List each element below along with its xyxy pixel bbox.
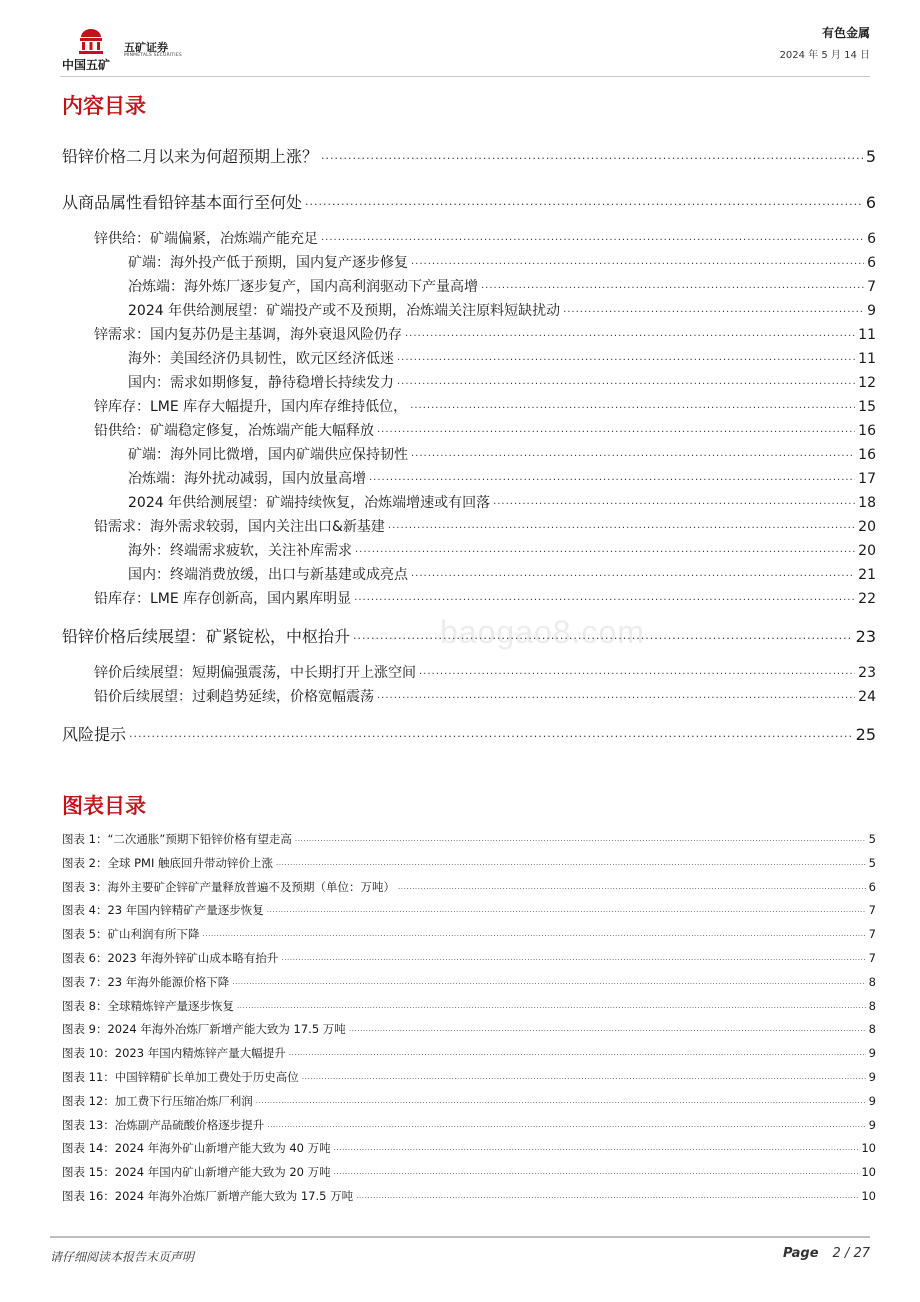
entry-title: 图表 2：全球 PMI 触底回升带动锌价上涨 (62, 855, 274, 870)
entry-title: 冶炼端：海外扰动减弱，国内放量高增 (128, 471, 366, 487)
toc-section[interactable] (94, 662, 876, 682)
toc-section[interactable] (94, 588, 876, 608)
entry-page-number: 7 (868, 903, 876, 918)
dot-leader (321, 229, 864, 243)
entry-title: 图表 14：2024 年海外矿山新增产能大致为 40 万吨 (62, 1141, 331, 1156)
dot-leader (419, 663, 855, 677)
dot-leader (276, 855, 866, 867)
figure-entry[interactable] (62, 998, 876, 1014)
entry-page-number: 7 (867, 279, 876, 295)
entry-page-number: 9 (867, 303, 876, 319)
entry-title: 图表 16：2024 年海外冶炼厂新增产能大致为 17.5 万吨 (62, 1189, 354, 1203)
entry-page-number: 24 (858, 689, 876, 705)
toc-section[interactable] (94, 324, 876, 344)
toc-subsection[interactable] (128, 444, 876, 464)
entry-title: 风险提示 (62, 725, 127, 744)
figure-entry[interactable] (62, 926, 876, 942)
entry-page-number: 12 (858, 375, 876, 391)
figure-entry[interactable] (62, 1188, 876, 1204)
entry-page-number: 6 (867, 231, 876, 247)
toc-section[interactable] (94, 686, 876, 706)
toc-subsection[interactable] (128, 468, 876, 488)
toc-subsection[interactable] (128, 276, 876, 296)
footer-divider (50, 1236, 870, 1238)
figure-entry[interactable] (62, 902, 876, 918)
dot-leader (355, 541, 855, 555)
entry-page-number: 25 (855, 725, 876, 744)
entry-page-number: 6 (868, 879, 876, 894)
entry-title: 矿端：海外投产低于预期，国内复产逐步修复 (128, 255, 408, 271)
entry-page-number: 5 (868, 832, 876, 846)
dot-leader (267, 903, 866, 915)
entry-title: 图表 8：全球精炼锌产量逐步恢复 (62, 998, 234, 1013)
dot-leader (256, 1093, 866, 1105)
entry-title: 铅供给：矿端稳定修复，冶炼端产能大幅释放 (94, 423, 374, 439)
entry-page-number: 6 (867, 255, 876, 271)
toc-subsection[interactable] (128, 300, 876, 320)
entry-title: 国内：需求如期修复，静待稳增长持续发力 (128, 375, 394, 391)
entry-page-number: 23 (858, 665, 876, 681)
toc-section[interactable] (94, 396, 876, 416)
dot-leader (493, 493, 855, 507)
dot-leader (356, 1189, 858, 1201)
toc-subsection[interactable] (128, 372, 876, 392)
figure-entry[interactable] (62, 1164, 876, 1180)
entry-title: 图表 4：23 年国内锌精矿产量逐步恢复 (62, 903, 264, 918)
entry-title: 图表 11：中国锌精矿长单加工费处于历史高位 (62, 1070, 299, 1084)
dot-leader (481, 277, 864, 291)
figure-entry[interactable] (62, 1021, 876, 1037)
entry-title: 锌需求：国内复苏仍是主基调，海外衰退风险仍存 (94, 327, 402, 343)
company-logo (62, 28, 182, 72)
toc-subsection[interactable] (128, 564, 876, 584)
dot-leader (202, 927, 865, 939)
entry-title: 图表 5：矿山利润有所下降 (62, 927, 200, 942)
figure-entry[interactable] (62, 879, 876, 895)
entry-page-number: 7 (868, 927, 876, 942)
dot-leader (563, 301, 864, 315)
toc-chapter[interactable] (62, 144, 876, 167)
entry-title: 矿端：海外同比微增，国内矿端供应保持韧性 (128, 447, 408, 463)
report-date: 2024 年 5 月 14 日 (779, 50, 870, 61)
entry-title: 图表 7：23 年海外能源价格下降 (62, 974, 230, 989)
figure-entry[interactable] (62, 1093, 876, 1109)
figure-entry[interactable] (62, 1140, 876, 1156)
entry-title: 2024 年供给测展望：矿端持续恢复，冶炼端增速或有回落 (128, 495, 491, 511)
figure-entry[interactable] (62, 974, 876, 990)
toc-subsection[interactable] (128, 348, 876, 368)
entry-page-number: 18 (858, 495, 876, 511)
entry-page-number: 8 (868, 998, 876, 1013)
toc-section[interactable] (94, 228, 876, 248)
entry-page-number: 10 (861, 1141, 876, 1156)
entry-title: 铅需求：海外需求较弱，国内关注出口&新基建 (94, 519, 385, 535)
dot-leader (410, 397, 855, 411)
entry-title: 铅价后续展望：过剩趋势延续，价格宽幅震荡 (94, 689, 374, 705)
entry-title: 铅锌价格二月以来为何超预期上涨？ (62, 147, 319, 166)
entry-page-number: 9 (868, 1070, 876, 1084)
entry-title: 锌供给：矿端偏紧，冶炼端产能充足 (94, 231, 318, 247)
dot-leader (295, 832, 866, 844)
entry-page-number: 15 (858, 399, 876, 415)
entry-page-number: 20 (858, 519, 876, 535)
toc-chapter[interactable] (62, 722, 876, 745)
figure-entry[interactable] (62, 1069, 876, 1085)
entry-title: 国内：终端消费放缓，出口与新基建或成亮点 (128, 567, 408, 583)
entry-page-number: 5 (865, 147, 876, 166)
dot-leader (281, 951, 865, 963)
dot-leader (267, 1117, 865, 1129)
entry-title: 图表 10：2023 年国内精炼锌产量大幅提升 (62, 1046, 286, 1061)
toc-chapter[interactable] (62, 190, 876, 213)
toc-subsection[interactable] (128, 540, 876, 560)
dot-leader (334, 1165, 859, 1177)
entry-page-number: 22 (858, 591, 876, 607)
dot-leader (405, 325, 855, 339)
entry-page-number: 21 (858, 567, 876, 583)
dot-leader (397, 349, 855, 363)
dot-leader (237, 998, 866, 1010)
figure-entry[interactable] (62, 831, 876, 847)
entry-page-number: 23 (855, 627, 876, 646)
figure-entry[interactable] (62, 1117, 876, 1133)
entry-title: 2024 年供给测展望：矿端投产或不及预期，冶炼端关注原料短缺扰动 (128, 303, 561, 319)
entry-title: 图表 1：“二次通胀”预期下铅锌价格有望走高 (62, 832, 292, 846)
entry-title: 从商品属性看铅锌基本面行至何处 (62, 193, 303, 212)
dot-leader (377, 421, 855, 435)
entry-page-number: 9 (868, 1046, 876, 1061)
entry-title: 图表 12：加工费下行压缩冶炼厂利润 (62, 1093, 253, 1108)
dot-leader (411, 445, 855, 459)
figure-entry[interactable] (62, 1045, 876, 1061)
entry-page-number: 17 (858, 471, 876, 487)
dot-leader (302, 1070, 866, 1082)
entry-title: 铅库存：LME 库存创新高，国内累库明显 (94, 591, 352, 607)
dot-leader (129, 724, 853, 740)
page-label: Page (782, 1246, 819, 1261)
dot-leader (334, 1141, 859, 1153)
entry-page-number: 8 (868, 974, 876, 989)
report-category: 有色金属 (821, 26, 870, 40)
entry-page-number: 5 (868, 855, 876, 870)
dot-leader (321, 146, 863, 162)
footer-page-indicator (783, 1246, 870, 1261)
logo-emblem-icon (76, 28, 106, 54)
page-header (0, 0, 920, 80)
entry-page-number: 11 (858, 327, 876, 343)
dot-leader (377, 687, 855, 701)
entry-page-number: 16 (858, 423, 876, 439)
entry-title: 图表 9：2024 年海外冶炼厂新增产能大致为 17.5 万吨 (62, 1022, 346, 1037)
toc-section[interactable] (94, 516, 876, 536)
dot-leader (305, 192, 863, 208)
dot-leader (369, 469, 855, 483)
entry-title: 锌价后续展望：短期偏强震荡，中长期打开上涨空间 (94, 665, 416, 681)
entry-page-number: 7 (868, 951, 876, 965)
toc-section[interactable] (94, 420, 876, 440)
entry-title: 冶炼端：海外炼厂逐步复产，国内高利润驱动下产量高增 (128, 279, 478, 295)
dot-leader (289, 1046, 866, 1058)
entry-title: 锌库存：LME 库存大幅提升，国内库存维持低位， (94, 399, 408, 415)
dot-leader (397, 373, 855, 387)
entry-title: 图表 3：海外主要矿企锌矿产量释放普遍不及预期（单位：万吨） (62, 879, 395, 894)
entry-title: 图表 6：2023 年海外锌矿山成本略有抬升 (62, 951, 279, 965)
header-divider (60, 76, 870, 77)
entry-page-number: 9 (868, 1117, 876, 1132)
entry-title: 图表 13：冶炼副产品硫酸价格逐步提升 (62, 1117, 265, 1132)
dot-leader (232, 974, 865, 986)
logo-english-name: MINMETALS SECURITIES (124, 53, 182, 58)
figures-title: 图表目录 (62, 794, 146, 818)
entry-page-number: 20 (858, 543, 876, 559)
entry-page-number: 16 (858, 447, 876, 463)
entry-title: 铅锌价格后续展望：矿紧锭松，中枢抬升 (62, 627, 351, 646)
toc-subsection[interactable] (128, 492, 876, 512)
contents-title: 内容目录 (62, 94, 146, 118)
dot-leader (411, 253, 864, 267)
dot-leader (349, 1022, 866, 1034)
entry-title: 图表 15：2024 年国内矿山新增产能大致为 20 万吨 (62, 1165, 331, 1180)
entry-page-number: 6 (865, 193, 876, 212)
dot-leader (354, 589, 855, 603)
figure-entry[interactable] (62, 950, 876, 966)
dot-leader (388, 517, 855, 531)
dot-leader (398, 879, 866, 891)
entry-page-number: 10 (861, 1165, 876, 1180)
logo-brand-name: 五矿证券 (124, 41, 168, 54)
watermark: baogao8.com (440, 614, 645, 650)
toc-subsection[interactable] (128, 252, 876, 272)
entry-title: 海外：美国经济仍具韧性，欧元区经济低迷 (128, 351, 394, 367)
footer-disclaimer: 请仔细阅读本报告末页声明 (50, 1250, 195, 1264)
figure-entry[interactable] (62, 855, 876, 871)
entry-title: 海外：终端需求疲软，关注补库需求 (128, 543, 352, 559)
entry-page-number: 8 (868, 1022, 876, 1037)
entry-page-number: 10 (861, 1189, 876, 1203)
entry-page-number: 9 (868, 1093, 876, 1108)
page-number: 2 / 27 (832, 1246, 870, 1261)
entry-page-number: 11 (858, 351, 876, 367)
logo-chinese-name: 中国五矿 (62, 58, 111, 72)
dot-leader (411, 565, 855, 579)
